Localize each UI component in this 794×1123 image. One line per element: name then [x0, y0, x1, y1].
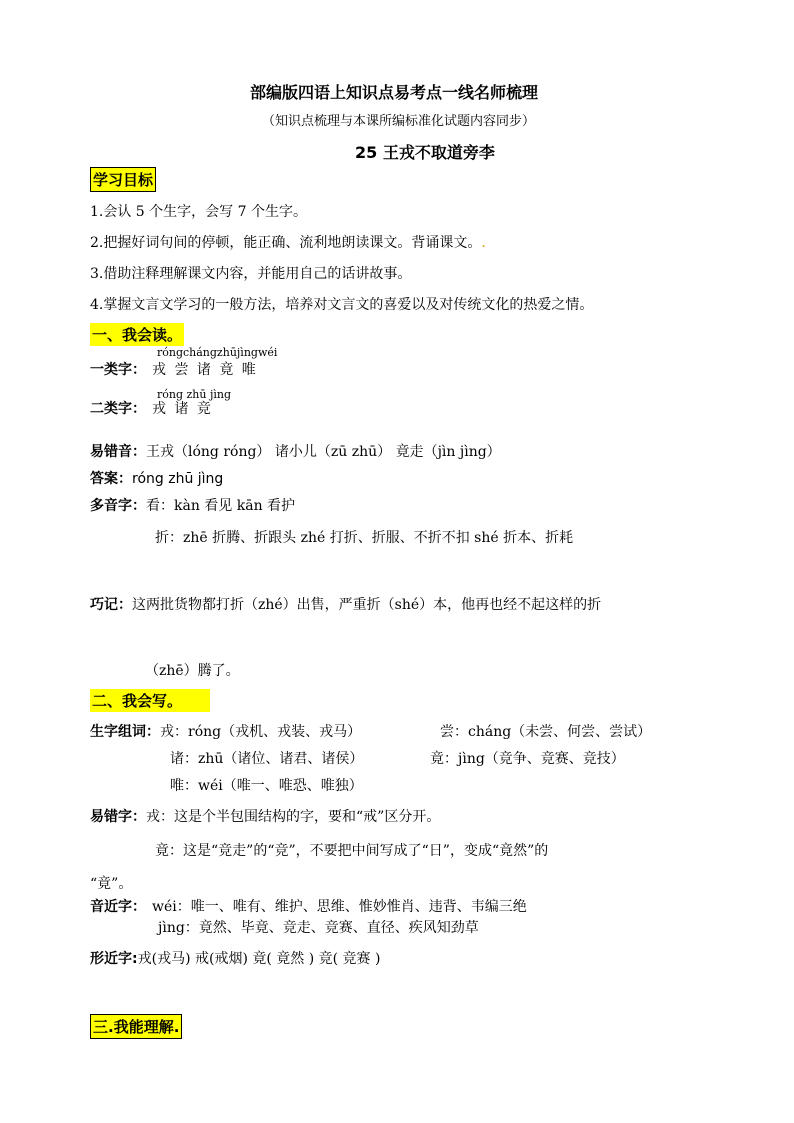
goal-dot: . — [481, 235, 486, 251]
goal-item-2-text: 2.把握好词句间的停顿，能正确、流利地朗读课文。背诵课文。 — [90, 235, 482, 251]
answer-label: 答案： — [90, 471, 132, 487]
polyphone-line-1: 看：kàn 看见 kān 看护 — [146, 498, 296, 514]
mistake-char-row — [90, 806, 440, 826]
sound-similar-line-2: jìng：竟然、毕竟、竞走、竞赛、直径、疾风知劲草 — [158, 920, 479, 936]
memo-row — [90, 594, 601, 614]
char-row-1-chars: 戎 尝 诸 竟 唯 — [152, 362, 258, 378]
goal-item-4: 4.掌握文言文学习的一般方法，培养对文言文的喜爱以及对传统文化的热爱之情。 — [90, 297, 594, 313]
polyphone-label: 多音字： — [90, 498, 146, 514]
goal-item-3: 3.借助注释理解课文内容，并能用自己的话讲故事。 — [90, 266, 412, 282]
mistake-char-label: 易错字： — [90, 809, 146, 825]
sound-similar-row-1 — [90, 896, 527, 916]
char-row-1-label: 一类字： — [90, 362, 146, 378]
sound-similar-line-1: wéi：唯一、唯有、维护、思维、惟妙惟肖、违背、韦编三绝 — [152, 899, 527, 915]
mistake-char-line-1: 戎：这是个半包围结构的字，要和“戒”区分开。 — [146, 809, 441, 825]
mistake-char-line-3: “竟”。 — [90, 876, 133, 892]
sound-similar-label: 音近字： — [90, 899, 146, 915]
polyphone-row-2: 折：zhē 折腾、折跟头 zhé 打折、折服、不折不扣 shé 折本、折耗 — [155, 530, 574, 546]
words-row-1 — [90, 721, 361, 741]
words-line-3: 唯：wéi（唯一、唯恐、唯独） — [170, 778, 363, 794]
lesson-title: 25 王戎不取道旁李 — [355, 143, 495, 162]
mistake-sound-row — [90, 441, 501, 461]
shape-similar-row — [90, 948, 380, 968]
answer-text: róng zhū jìng — [132, 471, 224, 487]
document-subtitle: （知识点梳理与本课所编标准化试题内容同步） — [262, 114, 536, 129]
char-row-2-label: 二类字： — [90, 401, 146, 417]
document-title: 部编版四语上知识点易考点一线名师梳理 — [250, 83, 539, 102]
polyphone-row-1 — [90, 495, 295, 515]
memo-text: 这两批货物都打折（zhé）出售，严重折（shé）本，他再也经不起这样的折 — [132, 597, 602, 613]
words-line-2b: 竟：jìng（竞争、竞赛、竞技） — [430, 751, 625, 767]
char-row-2 — [90, 398, 213, 418]
memo-continuation: （zhē）腾了。 — [145, 663, 240, 679]
pinyin-row-2: róng zhū jìng — [157, 388, 232, 401]
goal-item-1: 1.会认 5 个生字，会写 7 个生字。 — [90, 204, 307, 220]
shape-similar-text: 戎(戎马) 戒(戒烟) 竟( 竟然 ) 竞( 竞赛 ) — [137, 951, 381, 967]
mistake-sound-text: 王戎（lóng róng） 诸小儿（zū zhū） 竟走（jìn jìng） — [146, 444, 501, 460]
section-label-write: 二、我会写。 — [90, 689, 210, 712]
pinyin-row-1: róngchángzhūjìngwéi — [157, 346, 278, 359]
words-line-1a: 戎：róng（戎机、戎装、戎马） — [160, 724, 362, 740]
char-row-1 — [90, 359, 258, 379]
char-row-2-chars: 戎 诸 竞 — [152, 401, 213, 417]
words-line-2a: 诸：zhū（诸位、诸君、诸侯） — [170, 751, 364, 767]
section-label-goals: 学习目标 — [90, 167, 156, 192]
shape-similar-label: 形近字: — [90, 951, 138, 967]
section-label-read: 一、我会读。 — [90, 323, 184, 346]
words-label: 生字组词： — [90, 724, 160, 740]
memo-label: 巧记： — [90, 597, 132, 613]
goal-item-2 — [90, 232, 486, 252]
section-label-understand: 三.我能理解. — [90, 1014, 182, 1039]
mistake-sound-label: 易错音： — [90, 444, 146, 460]
words-line-1b: 尝：cháng（未尝、何尝、尝试） — [440, 724, 652, 740]
mistake-char-line-2: 竟：这是“竞走”的“竞”，不要把中间写成了“日”，变成“竟然”的 — [155, 843, 549, 859]
answer-row — [90, 468, 223, 488]
